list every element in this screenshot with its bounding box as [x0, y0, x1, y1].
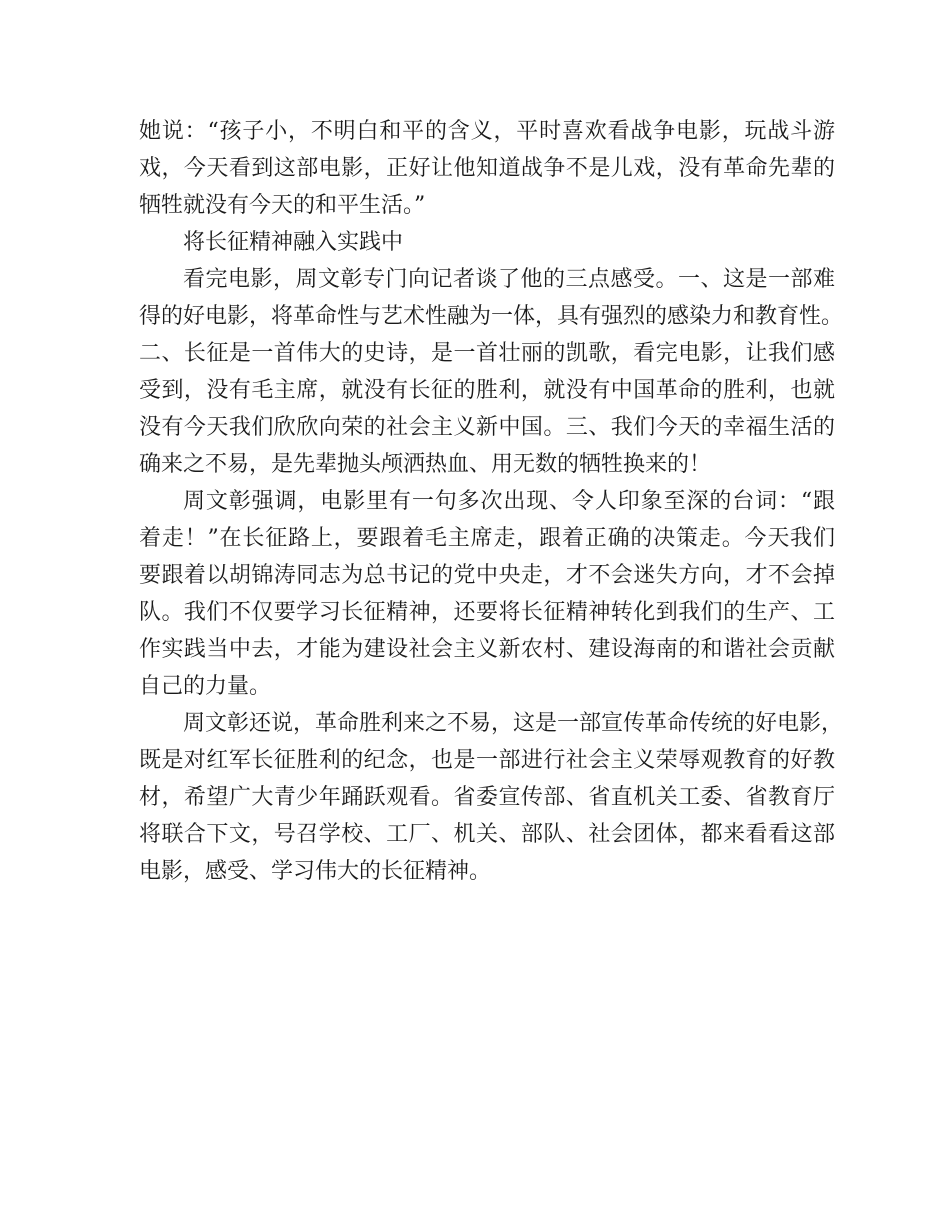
text-line: 着走！”在长征路上，要跟着毛主席走，跟着正确的决策走。今天我们 [139, 526, 835, 551]
text-line: 看完电影，周文彰专门向记者谈了他的三点感受。一、这是一部难 [183, 267, 835, 292]
text-line: 周文彰强调，电影里有一句多次出现、令人印象至深的台词：“跟 [183, 489, 835, 514]
text-line: 戏，今天看到这部电影，正好让他知道战争不是儿戏，没有革命先辈的 [139, 156, 835, 181]
text-line: 自己的力量。 [139, 674, 272, 699]
text-line: 队。我们不仅要学习长征精神，还要将长征精神转化到我们的生产、工 [139, 600, 835, 625]
text-line: 作实践当中去，才能为建设社会主义新农村、建设海南的和谐社会贡献 [139, 637, 835, 662]
text-line: 周文彰还说，革命胜利来之不易，这是一部宣传革命传统的好电影， [183, 711, 844, 736]
text-line: 她说：“孩子小，不明白和平的含义，平时喜欢看战争电影，玩战斗游 [139, 119, 835, 144]
text-line: 没有今天我们欣欣向荣的社会主义新中国。三、我们今天的幸福生活的 [139, 415, 835, 440]
text-line: 二、长征是一首伟大的史诗，是一首壮丽的凯歌，看完电影，让我们感 [139, 341, 835, 366]
text-line: 确来之不易，是先辈抛头颅洒热血、用无数的牺牲换来的！ [139, 452, 712, 477]
text-line: 既是对红军长征胜利的纪念，也是一部进行社会主义荣辱观教育的好教 [139, 748, 835, 773]
text-line: 将联合下文，号召学校、工厂、机关、部队、社会团体，都来看看这部 [139, 822, 835, 847]
text-line: 材，希望广大青少年踊跃观看。省委宣传部、省直机关工委、省教育厅 [139, 785, 835, 810]
text-line: 将长征精神融入实践中 [183, 230, 404, 255]
text-line: 受到，没有毛主席，就没有长征的胜利，就没有中国革命的胜利，也就 [139, 378, 835, 403]
text-line: 电影，感受、学习伟大的长征精神。 [139, 859, 492, 884]
text-line: 要跟着以胡锦涛同志为总书记的党中央走，才不会迷失方向，才不会掉 [139, 563, 835, 588]
article-body [139, 113, 844, 890]
text-line: 得的好电影，将革命性与艺术性融为一体，具有强烈的感染力和教育性。 [139, 304, 844, 329]
text-line: 牺牲就没有今天的和平生活。” [139, 193, 426, 218]
